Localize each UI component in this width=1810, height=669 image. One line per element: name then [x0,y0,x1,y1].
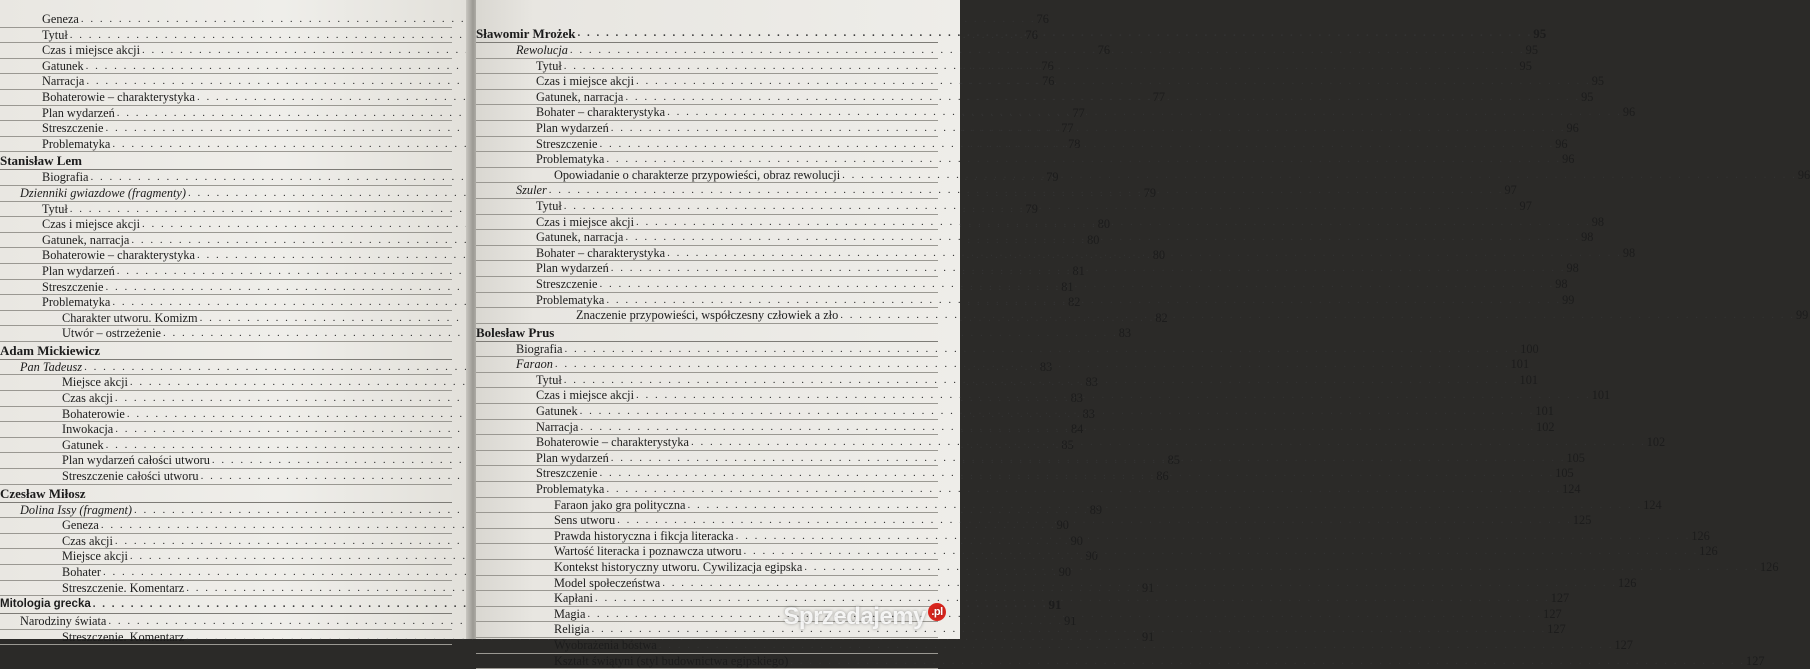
toc-dot-leader [578,25,1533,42]
toc-dot-leader [599,137,1554,152]
toc-entry-label: Wartość literacka i poznawcza utworu [554,544,742,559]
toc-page-number: 126 [1617,575,1637,590]
toc-page-number: 77 [1072,105,1085,120]
toc-entry-label: Czas akcji [62,533,113,548]
toc-page-number: 85 [1167,453,1180,468]
toc-page-number: 101 [1519,372,1538,387]
toc-dot-leader [617,513,1572,528]
toc-entry-label: Bohaterowie [62,406,125,421]
toc-entry-label: Dolina Issy (fragment) [20,502,133,517]
toc-entry-label: Plan wydarzeń [42,263,115,278]
toc-entry-label: Bohaterowie – charakterystyka [42,89,195,104]
toc-page-number: 127 [1547,622,1566,637]
toc-page-number: 125 [1572,513,1592,528]
toc-entry-label: Problematyka [536,152,605,167]
toc-dot-leader [736,529,1691,544]
toc-entry-label: Faraon [516,357,553,372]
toc-page-number: 79 [1046,170,1059,185]
toc-entry-label: Tytuł [42,201,68,216]
toc-entry-label: Opowiadanie o charakterze przypowieści, obraz rewolucji [554,167,841,182]
toc-page-number: 81 [1061,279,1074,294]
toc-entry-label: Kształt świątyni (styl budownictwa egipskiego) [554,653,789,668]
toc-entry-label: Dzienniki gwiazdowe (fragmenty) [20,185,186,200]
toc-entry-label: Miejsce akcji [62,375,128,390]
toc-page-number: 91 [1141,629,1155,644]
toc-page-number: 91 [1141,580,1155,595]
toc-page-number: 95 [1533,26,1547,41]
toc-entry-label: Streszczenie [536,276,598,291]
toc-entry-label: Czas i miejsce akcji [536,74,634,89]
toc-page-number: 95 [1591,74,1605,89]
toc-page-number: 97 [1504,183,1517,198]
toc-page-number: 80 [1087,232,1100,247]
toc-page-number: 124 [1562,482,1581,497]
toc-dot-leader [611,261,1566,276]
toc-dot-leader [662,576,1617,591]
toc-page-number: 77 [1152,89,1166,104]
toc-entry-label: Problematyka [536,482,605,497]
toc-dot-leader [580,404,1535,419]
toc-page-number: 100 [1520,341,1539,356]
toc-entry-label: Narracja [536,419,579,434]
toc-entry-label: Tytuł [536,198,562,213]
toc-dot-leader [611,121,1566,136]
toc-entry-label: Narodziny świata [20,614,107,629]
toc-dot-leader [636,388,1591,403]
toc-entry-label: Bohater – charakterystyka [536,105,666,120]
toc-page-number: 76 [1042,74,1055,89]
toc-entry-label: Czas i miejsce akcji [536,214,634,229]
toc-section-heading [0,485,452,503]
toc-entry-label: Streszczenie. Komentarz [62,580,185,595]
toc-section-heading [0,342,452,360]
toc-entry-label: Utwór – ostrzeżenie [62,326,162,341]
toc-page-number: 76 [1041,58,1054,73]
toc-entry-label: Faraon jako gra polityczna [554,497,686,512]
toc-entry-label: Czas i miejsce akcji [536,388,634,403]
toc-entry-label: Biografia [42,170,89,185]
toc-entry-label: Gatunek, narracja [42,232,130,247]
toc-dot-leader [636,74,1591,89]
toc-page-number: 105 [1566,450,1585,465]
toc-dot-leader [564,342,1519,357]
toc-entry-label: Bohaterowie – charakterystyka [42,248,195,263]
toc-entry-label: Bolesław Prus [476,324,555,340]
toc-entry-label: Plan wydarzeń [42,105,115,120]
toc-entry [0,469,1169,485]
toc-entry-label: Wyobrażenia bóstwa [554,637,657,652]
toc-entry-label: Czas i miejsce akcji [42,217,140,232]
toc-dot-leader [790,654,1745,669]
watermark-logo [783,603,946,631]
toc-entry-label: Problematyka [42,295,111,310]
toc-page-number: 76 [1097,43,1111,58]
toc-entry-label: Czas akcji [62,391,113,406]
toc-dot-leader [606,482,1561,497]
toc-page-number: 80 [1152,248,1166,263]
toc-entry-label: Gatunek [536,404,578,419]
toc-entry [476,637,1633,654]
toc-dot-leader [555,357,1510,372]
toc-entry [476,653,1765,669]
toc-entry-label: Sens utworu [554,513,616,528]
toc-dot-leader [667,105,1622,120]
toc-page-number: 89 [1089,502,1103,517]
toc-page-number: 90 [1070,533,1083,548]
toc-dot-leader [549,183,1504,198]
toc-entry-label: Model społeczeństwa [554,575,661,590]
toc-entry [476,341,1539,358]
toc-page-number: 98 [1581,230,1594,245]
toc-page-number: 102 [1646,435,1666,450]
toc-entry-label: Kontekst historyczny utworu. Cywilizacja egipska [554,560,803,574]
toc-dot-leader [691,435,1646,450]
toc-entry-label: Plan wydarzeń [536,261,609,276]
toc-dot-leader [599,466,1554,481]
toc-page-number: 76 [1025,27,1038,42]
toc-entry-label: Gatunek, narracja [536,230,624,245]
toc-entry-label: Biografia [516,341,563,356]
toc-page-number: 83 [1039,359,1053,374]
toc-entry-label: Streszczenie [42,121,104,136]
toc-entry [0,279,1074,296]
toc-page-number: 102 [1536,419,1555,434]
toc-page-number: 127 [1550,591,1570,606]
toc-entry-label: Szuler [516,183,547,198]
toc-page-number: 126 [1691,528,1710,543]
toc-entry-label: Gatunek [42,58,84,73]
toc-entry-label: Problematyka [42,136,111,151]
toc-entry-label: Bohater – charakterystyka [536,245,666,260]
toc-entry [0,201,1038,218]
toc-page-number: 90 [1056,518,1069,533]
toc-dot-leader [606,152,1561,167]
toc-page-number: 84 [1070,422,1084,437]
toc-page-number: 82 [1155,310,1168,325]
toc-entry-label: Geneza [62,518,99,533]
toc-page-number: 105 [1555,466,1574,481]
toc-page-number: 98 [1555,276,1568,291]
toc-dot-leader [564,373,1519,388]
toc-page-number: 76 [1036,12,1049,26]
toc-page-number: 91 [1048,597,1062,613]
toc-dot-leader [580,420,1535,435]
toc-entry [476,152,1575,168]
toc-section-heading [0,152,452,170]
toc-page-number: 99 [1562,292,1575,307]
toc-entry-label: Bohater [62,565,101,579]
toc-entry-label: Inwokacja [62,422,114,437]
toc-page-number: 101 [1591,388,1611,403]
toc-entry [0,12,1049,28]
toc-page-number: 83 [1070,391,1083,406]
toc-entry-label: Czas i miejsce akcji [42,43,140,58]
toc-page-number: 127 [1543,606,1562,621]
toc-entry-label: Pan Tadeusz [20,359,83,374]
toc-page-number: 95 [1519,58,1532,73]
toc-dot-leader [599,277,1554,292]
toc-dot-leader [667,246,1622,261]
toc-entry-label: Streszczenie [42,279,104,294]
toc-page-number: 95 [1525,43,1538,57]
toc-dot-leader [659,638,1614,653]
toc-entry-label: Rewolucja [516,43,568,57]
toc-entry-label: Prawda historyczna i fikcja literacka [554,528,734,543]
toc-dot-leader [636,215,1591,230]
toc-entry-label: Tytuł [42,27,68,42]
toc-page-number: 126 [1699,544,1718,559]
toc-dot-leader [804,560,1759,575]
toc-entry-label: Adam Mickiewicz [0,342,101,358]
toc-entry-label: Miejsce akcji [62,549,128,564]
toc-page-number: 79 [1025,201,1038,216]
toc-page-number: 127 [1614,637,1633,652]
toc-page-number: 78 [1068,136,1081,151]
toc-page-number: 85 [1061,437,1074,452]
watermark-text: Sprzedajemy [783,603,926,630]
toc-page-number: 126 [1760,560,1779,574]
toc-entry [0,263,1085,280]
toc-entry-label: Sławomir Mrożek [476,26,576,41]
toc-page-number: 98 [1622,245,1636,260]
toc-dot-leader [687,498,1642,513]
toc-page-number: 101 [1535,404,1554,419]
toc-entry-label: Plan wydarzeń całości utworu [62,453,210,468]
toc-page-number: 90 [1058,565,1071,579]
toc-page-number: 98 [1591,214,1605,229]
toc-entry-label: Streszczenie [536,466,598,481]
toc-page-number: 83 [1082,406,1095,421]
toc-page-number: 91 [1064,614,1077,629]
toc-page-number: 96 [1622,105,1636,120]
toc-page-number: 77 [1061,121,1074,136]
toc-page-number: 95 [1581,89,1594,104]
toc-dot-leader [570,43,1525,58]
toc-page-number: 97 [1519,198,1532,213]
toc-dot-leader [564,199,1519,214]
toc-entry-label: Geneza [42,12,79,26]
toc-page-number: 86 [1156,469,1169,484]
toc-dot-leader [842,168,1797,183]
toc-page-number: 83 [1085,375,1098,390]
toc-dot-leader [625,230,1580,245]
toc-dot-leader [592,622,1547,637]
toc-page-number: 96 [1555,136,1568,151]
toc-entry [476,482,1581,498]
toc-entry-label: Gatunek [62,437,104,452]
toc-page-number: 98 [1566,261,1579,276]
toc-page-number: 82 [1068,295,1081,310]
toc-entry-label: Streszczenie. Komentarz [62,629,185,644]
toc-entry-label: Bohaterowie – charakterystyka [536,435,689,450]
toc-entry-label: Plan wydarzeń [536,450,609,465]
toc-page-number: 80 [1097,217,1111,232]
toc-entry-label: Mitologia grecka [0,598,91,611]
toc-page-number: 101 [1510,357,1530,372]
toc-entry-label: Magia [554,606,586,621]
toc-entry-label: Plan wydarzeń [536,120,609,135]
toc-entry-label: Znaczenie przypowieści, współczesny człowiek a zło [576,308,839,323]
toc-entry-label: Charakter utworu. Komizm [62,310,198,325]
toc-page-number: 96 [1566,120,1579,135]
toc-page-number: 127 [1746,653,1765,668]
toc-section-heading [476,324,938,342]
toc-entry-label: Stanisław Lem [0,153,82,169]
toc-entry-label: Problematyka [536,292,605,307]
toc-entry-label: Czesław Miłosz [0,485,86,501]
toc-dot-leader [587,607,1542,622]
toc-entry-label: Tytuł [536,372,562,387]
toc-dot-leader [840,308,1795,323]
toc-page-number: 96 [1562,152,1575,167]
toc-page-number: 99 [1795,308,1809,323]
toc-page-number: 83 [1118,326,1132,341]
toc-entry-label: Gatunek, narracja [536,89,624,104]
toc-entry [0,217,1111,233]
toc-entry [0,453,1180,469]
toc-dot-leader [625,90,1580,105]
watermark-badge: .pl [928,603,946,621]
toc-dot-leader [564,59,1519,74]
toc-dot-leader [606,293,1561,308]
toc-page-number: 81 [1072,263,1085,278]
toc-page-number: 79 [1143,185,1157,200]
toc-page-number: 90 [1085,549,1098,564]
toc-page-number: 124 [1643,497,1662,512]
toc-dot-leader [743,544,1698,559]
toc-dot-leader [595,591,1550,606]
toc-entry-label: Streszczenie [536,136,598,151]
toc-entry [0,295,1081,311]
toc-entry-label: Religia [554,622,590,637]
toc-dot-leader [611,451,1566,466]
toc-entry-label: Streszczenie całości utworu [62,469,199,484]
toc-entry-label: Narracja [42,74,85,89]
toc-entry-label: Tytuł [536,58,562,73]
toc-entry [0,232,1100,249]
toc-entry-label: Kapłani [554,591,593,606]
toc-page-number: 96 [1797,167,1810,182]
